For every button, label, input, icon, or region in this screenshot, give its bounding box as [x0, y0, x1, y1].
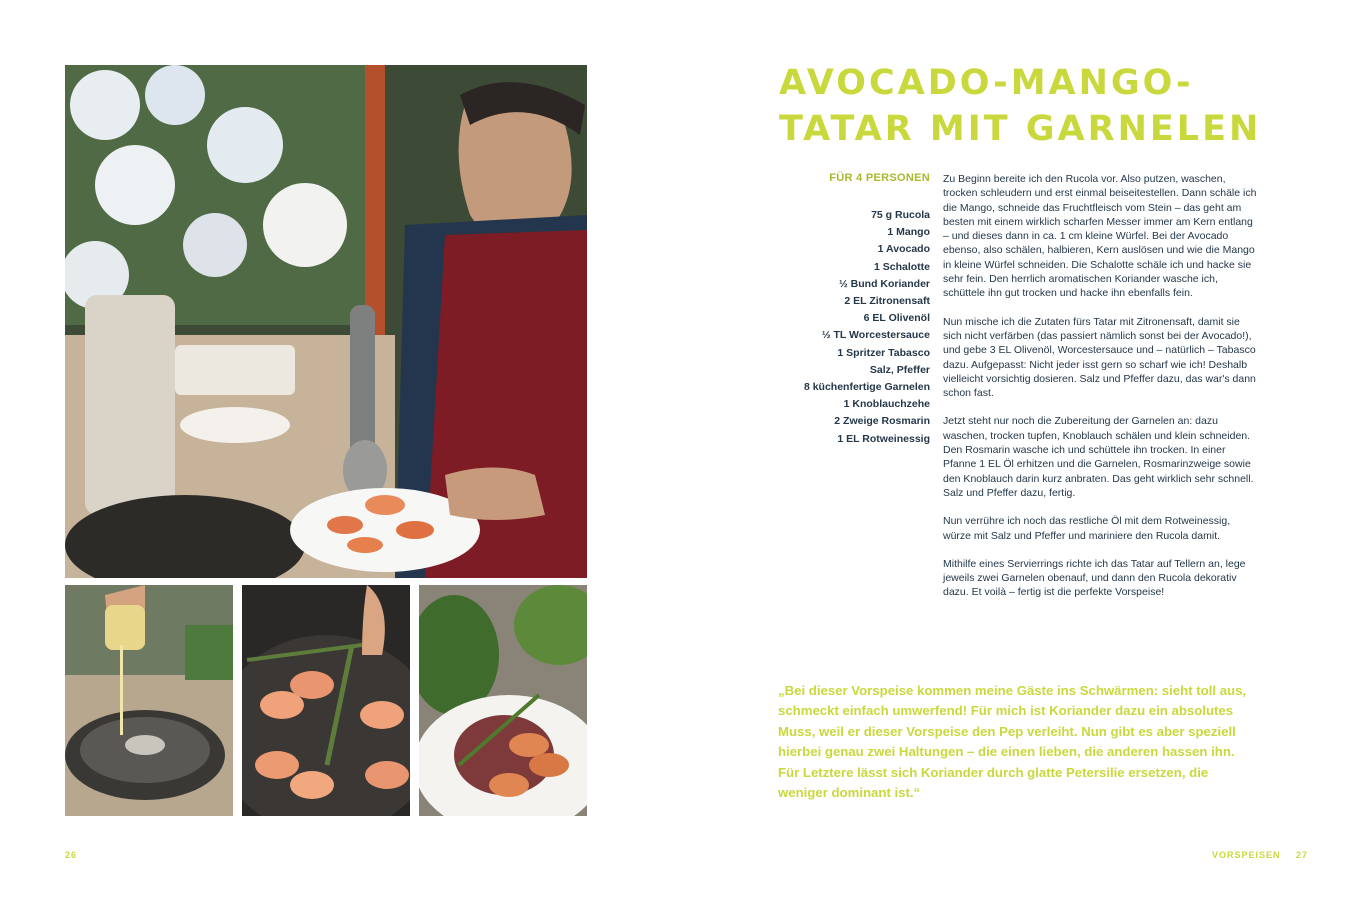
chef-quote: „Bei dieser Vorspeise kommen meine Gäste ins Schwärmen: sieht toll aus, schmeckt einfach umwerfend! Für mich ist Koriander dazu ein absolutes Muss, weil er dieser Vorspeise den Pep verleiht. Nun gibt es aber speziell hierbei genau zwei Haltungen – die einen lieben, die anderen hassen ihn. Für Letztere lässt sich Koriander durch glatte Petersilie ersetzen, die weniger dominant ist.“: [778, 683, 1247, 801]
ingredient-item: ½ TL Worcestersauce: [821, 329, 930, 342]
plated-shrimp-photo: [419, 585, 587, 816]
ingredient-item: 2 EL Zitronensaft: [844, 295, 930, 308]
ingredient-item: 1 EL Rotweinessig: [837, 432, 930, 445]
ingredient-item: 75 g Rucola: [871, 209, 930, 221]
ingredient-item: Salz, Pfeffer: [869, 363, 930, 376]
preparation-steps: [943, 172, 1261, 614]
ingredient-item: 2 Zweige Rosmarin: [834, 415, 930, 428]
serving-count: FÜR 4 PERSONEN: [829, 172, 930, 184]
ingredient-item: 1 Spritzer Tabasco: [837, 346, 930, 359]
page-number-left: 26: [65, 850, 78, 860]
step-paragraph: Nun mische ich die Zutaten fürs Tatar mit Zitronensaft, damit sie sich nicht verfärben (das passiert nämlich sonst bei der Avocado!), und gebe 3 EL Olivenöl, Worcestersauce und – natürlich – Tabasco dazu. Aufgepasst: Nicht jeder isst gern so scharf wie ich! Deshalb vielleicht vorsichtig dosieren. Salz und Pfeffer dazu, das war's dann schon fast.: [943, 315, 1256, 400]
oil-pouring-pan-photo: [65, 585, 233, 816]
step-paragraph: Nun verrühre ich noch das restliche Öl mit dem Rotweinessig, würze mit Salz und Pfeffer und mariniere den Rucola damit.: [943, 515, 1231, 542]
ingredient-item: 6 EL Olivenöl: [863, 312, 930, 325]
ingredient-item: 1 Schalotte: [873, 260, 930, 273]
recipe-title: [779, 60, 1339, 152]
ingredient-item: 1 Mango: [887, 226, 930, 239]
recipe-title-line: TATAR MIT GARNELEN: [779, 109, 1262, 149]
ingredient-item: ½ Bund Koriander: [838, 277, 930, 290]
ingredient-item: 1 Knoblauchzehe: [843, 398, 930, 411]
ingredient-item: 1 Avocado: [877, 243, 930, 256]
ingredient-item: 8 küchenfertige Garnelen: [803, 381, 930, 394]
step-paragraph: Mithilfe eines Servierrings richte ich das Tatar auf Tellern an, lege jeweils zwei Garnelen obenauf, und dann den Rucola dekorativ dazu. Et voilà – fertig ist die perfekte Vorspeise!: [943, 557, 1246, 599]
section-name: VORSPEISEN: [1212, 850, 1281, 860]
page-number-right: 27: [1296, 850, 1309, 860]
shrimp-rosemary-pan-photo: [242, 585, 410, 816]
step-paragraph: Zu Beginn bereite ich den Rucola vor. Also putzen, waschen, trocken schleudern und erst einmal beiseitestellen. Dann schäle ich die Mango, schneide das Fruchtfleisch vom Stein – das geht am besten mit einem wirklich scharfen Messer immer am Kern entlang – und dieses dann in ca. 1 cm kleine Würfel. Bei der Avocado ebenso, also schälen, halbieren, Kern auslösen und wie die Mango in kleine Würfel schneiden. Die Schalotte schäle ich und hacke sie sehr fein. Den herrlich aromatischen Koriander wasche ich, schüttele ihn gut trocken und hacke ihn ebenfalls fein.: [943, 173, 1257, 300]
chef-serving-shrimp-photo: [65, 65, 587, 578]
step-paragraph: Jetzt steht nur noch die Zubereitung der Garnelen an: dazu waschen, trocken tupfen, Knoblauch schälen und klein schneiden. Den Rosmarin wasche ich und schüttele ihn trocken. In einer Pfanne 1 EL Öl erhitzen und die Garnelen, Rosmarinzweige sowie den Knoblauch darin kurz anbraten. Das geht wirklich sehr schnell. Salz und Pfeffer dazu, fertig.: [943, 415, 1254, 499]
recipe-title-line: AVOCADO-MANGO-: [779, 63, 1194, 103]
ingredient-list: [760, 207, 930, 448]
